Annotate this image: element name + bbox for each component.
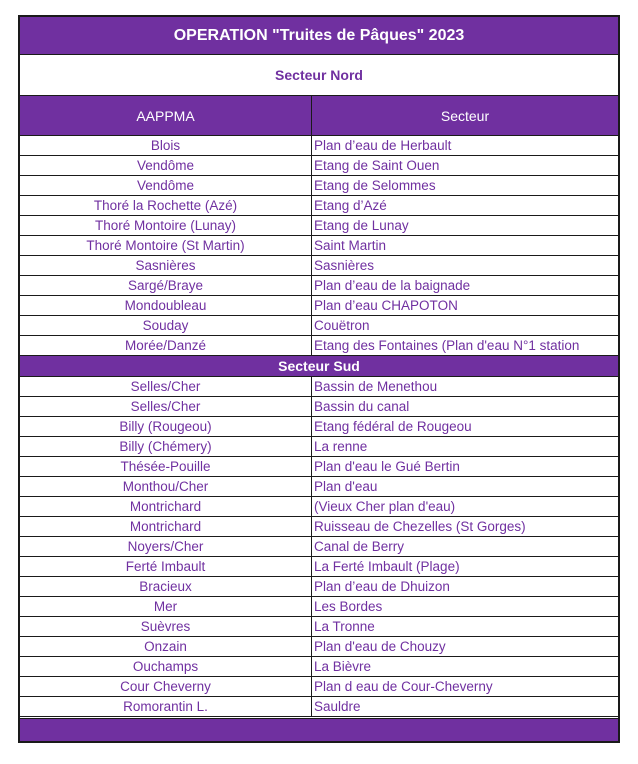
table-row: [20, 156, 618, 176]
secteur-cell: Bassin du canal: [314, 399, 410, 414]
secteur-cell: La Bièvre: [314, 659, 372, 674]
table-row: [20, 256, 618, 276]
aappma-cell: Noyers/Cher: [20, 537, 312, 556]
secteur-cell: Etang de Selommes: [314, 178, 436, 193]
aappma-cell: Ferté Imbault: [20, 557, 312, 576]
secteur-cell: La Ferté Imbault (Plage): [314, 559, 460, 574]
column-header-aappma: AAPPMA: [20, 96, 312, 135]
table-row: [20, 497, 618, 517]
aappma-cell: Selles/Cher: [20, 377, 312, 396]
aappma-cell: Thoré la Rochette (Azé): [20, 196, 312, 215]
aappma-cell: Blois: [20, 136, 312, 155]
secteur-cell: La renne: [314, 439, 368, 454]
aappma-cell: Thoré Montoire (Lunay): [20, 216, 312, 235]
secteur-cell: Plan d’eau de Herbault: [314, 138, 452, 153]
aappma-cell: Montrichard: [20, 497, 312, 516]
secteur-cell: Les Bordes: [314, 599, 383, 614]
aappma-cell: Monthou/Cher: [20, 477, 312, 496]
table-row: [20, 437, 618, 457]
table-row: [20, 457, 618, 477]
table-row: [20, 677, 618, 697]
secteur-cell: Etang de Lunay: [314, 218, 409, 233]
table-row: [20, 377, 618, 397]
secteur-cell: Plan d'eau le Gué Bertin: [314, 459, 460, 474]
table-row: [20, 617, 618, 637]
secteur-cell: Etang des Fontaines (Plan d'eau N°1 station: [314, 338, 580, 353]
secteur-cell: Bassin de Menethou: [314, 379, 438, 394]
aappma-cell: Bracieux: [20, 577, 312, 596]
table-row: [20, 697, 618, 717]
table-row: [20, 417, 618, 437]
secteur-cell: Etang d’Azé: [314, 198, 387, 213]
table-row: [20, 557, 618, 577]
sector-nord-heading: Secteur Nord: [20, 55, 618, 96]
aappma-cell: Billy (Chémery): [20, 437, 312, 456]
sector-sud-heading: Secteur Sud: [20, 356, 618, 377]
aappma-cell: Sargé/Braye: [20, 276, 312, 295]
table-row: [20, 236, 618, 256]
table-row: [20, 136, 618, 156]
aappma-cell: Romorantin L.: [20, 697, 312, 716]
table-row: [20, 276, 618, 296]
table-row: [20, 176, 618, 196]
aappma-cell: Suèvres: [20, 617, 312, 636]
table-row: [20, 597, 618, 617]
aappma-cell: Morée/Danzé: [20, 336, 312, 355]
secteur-cell: Plan d’eau CHAPOTON: [314, 298, 458, 313]
secteur-cell: Etang de Saint Ouen: [314, 158, 440, 173]
sud-rows: [20, 377, 618, 717]
secteur-cell: Ruisseau de Chezelles (St Gorges): [314, 519, 526, 534]
aappma-cell: Souday: [20, 316, 312, 335]
table-row: [20, 577, 618, 597]
aappma-cell: Montrichard: [20, 517, 312, 536]
secteur-cell: (Vieux Cher plan d'eau): [314, 499, 456, 514]
aappma-cell: Onzain: [20, 637, 312, 656]
column-headers: [20, 96, 618, 136]
aappma-cell: Sasnières: [20, 256, 312, 275]
table-row: [20, 517, 618, 537]
secteur-cell: Plan d'eau: [314, 479, 378, 494]
aappma-cell: Selles/Cher: [20, 397, 312, 416]
table-row: [20, 637, 618, 657]
secteur-cell: Plan d'eau de Chouzy: [314, 639, 446, 654]
secteur-cell: Sauldre: [314, 699, 361, 714]
aappma-cell: Ouchamps: [20, 657, 312, 676]
aappma-cell: Vendôme: [20, 156, 312, 175]
secteur-cell: La Tronne: [314, 619, 375, 634]
aappma-cell: Thoré Montoire (St Martin): [20, 236, 312, 255]
secteur-cell: Couëtron: [314, 318, 370, 333]
secteur-cell: Sasnières: [314, 258, 375, 273]
nord-rows: [20, 136, 618, 356]
table-row: [20, 397, 618, 417]
table-row: [20, 477, 618, 497]
table-row: [20, 336, 618, 356]
table-row: [20, 196, 618, 216]
aappma-cell: Mer: [20, 597, 312, 616]
table-row: [20, 316, 618, 336]
column-header-secteur: Secteur: [440, 107, 490, 124]
secteur-cell: Canal de Berry: [314, 539, 405, 554]
table-row: [20, 537, 618, 557]
table-row: [20, 657, 618, 677]
secteur-cell: Plan d eau de Cour-Cheverny: [314, 679, 493, 694]
secteur-cell: Plan d’eau de la baignade: [314, 278, 471, 293]
footer-band: [20, 718, 618, 741]
spreadsheet-table: [18, 15, 620, 743]
table-row: [20, 296, 618, 316]
aappma-cell: Vendôme: [20, 176, 312, 195]
table-row: [20, 216, 618, 236]
secteur-cell: Plan d’eau de Dhuizon: [314, 579, 450, 594]
secteur-cell: Etang fédéral de Rougeou: [314, 419, 472, 434]
secteur-cell: Saint Martin: [314, 238, 387, 253]
aappma-cell: Mondoubleau: [20, 296, 312, 315]
page-title: OPERATION "Truites de Pâques" 2023: [20, 17, 618, 55]
aappma-cell: Cour Cheverny: [20, 677, 312, 696]
aappma-cell: Thésée-Pouille: [20, 457, 312, 476]
aappma-cell: Billy (Rougeou): [20, 417, 312, 436]
